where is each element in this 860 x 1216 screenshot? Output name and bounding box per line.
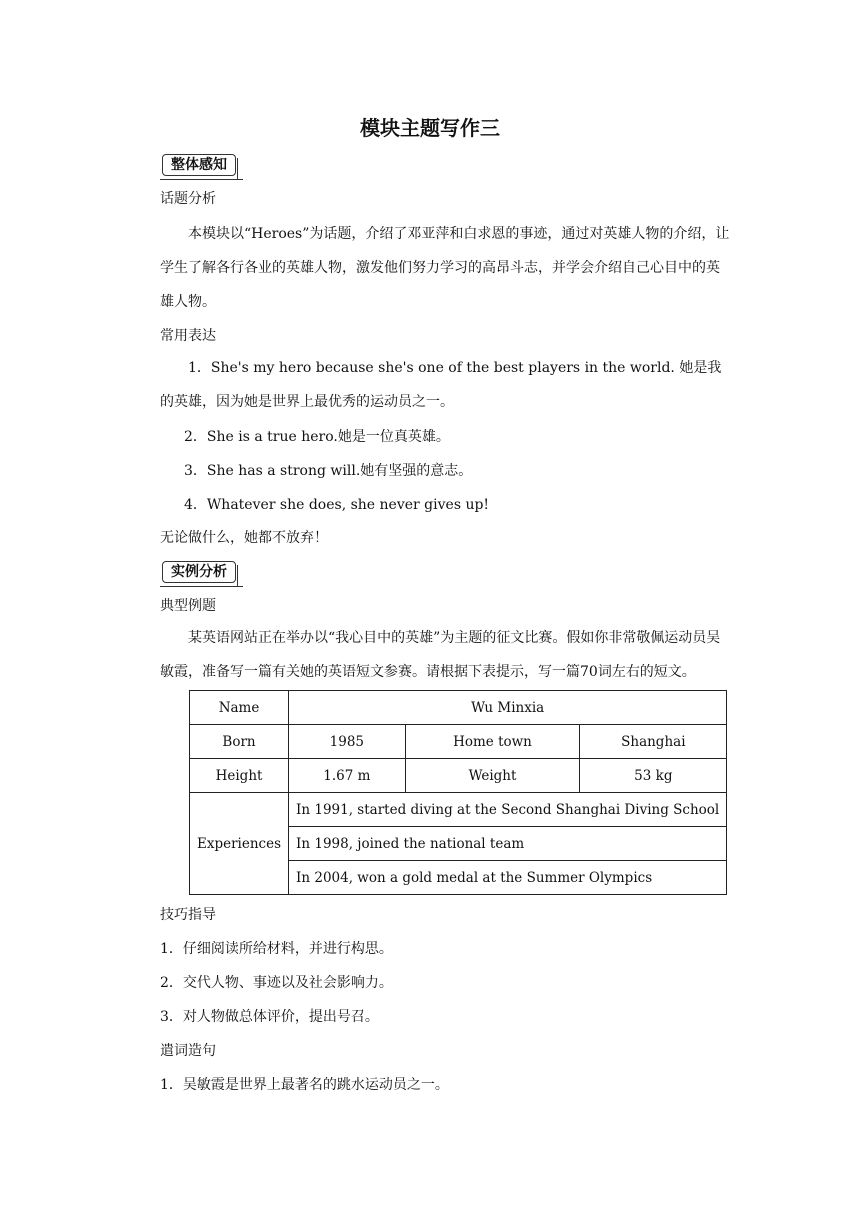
expression-item-4-translation: 无论做什么，她都不放弃！ — [160, 530, 328, 546]
page-title: 模块主题写作三 — [360, 116, 500, 140]
name-value: Wu Minxia — [289, 691, 727, 725]
hometown-label: Home town — [405, 725, 580, 759]
height-value: 1.67 m — [289, 759, 406, 793]
expression-item-1: 1．She's my hero because she's one of the best players in the world. 她是我的英雄，因为她是世界上最优秀的运动员之一。 — [160, 360, 722, 410]
section-badge-example: 实例分析 — [162, 561, 236, 583]
topic-paragraph: 本模块以“Heroes”为话题，介绍了邓亚萍和白求恩的事迹，通过对英雄人物的介绍，让学生了解各行各业的英雄人物，激发他们努力学习的高昂斗志，并学会介绍自己心目中的英雄人物。 — [160, 226, 730, 310]
expression-item-2: 2．She is a true hero.她是一位真英雄。 — [184, 429, 450, 445]
info-table — [189, 690, 727, 895]
table-row — [190, 793, 727, 827]
weight-value: 53 kg — [580, 759, 727, 793]
weight-label: Weight — [405, 759, 580, 793]
skill-item-3: 3．对人物做总体评价，提出号召。 — [160, 1009, 379, 1025]
section-badge-overview: 整体感知 — [162, 154, 236, 176]
skill-heading: 技巧指导 — [160, 907, 216, 923]
born-value: 1985 — [289, 725, 406, 759]
experience-item: In 2004, won a gold medal at the Summer Olympics — [289, 861, 727, 895]
example-heading: 典型例题 — [160, 598, 216, 614]
experience-item: In 1998, joined the national team — [289, 827, 727, 861]
table-row — [190, 725, 727, 759]
expression-item-3: 3．She has a strong will.她有坚强的意志。 — [184, 463, 473, 479]
topic-heading: 话题分析 — [160, 191, 216, 207]
born-label: Born — [190, 725, 289, 759]
words-item-1: 1．吴敏霞是世界上最著名的跳水运动员之一。 — [160, 1077, 449, 1093]
expression-heading: 常用表达 — [160, 328, 216, 344]
example-paragraph: 某英语网站正在举办以“我心目中的英雄”为主题的征文比赛。假如你非常敬佩运动员吴敏霞，准备写一篇有关她的英语短文参赛。请根据下表提示，写一篇70词左右的短文。 — [160, 630, 721, 680]
expression-item-4: 4．Whatever she does, she never gives up! — [184, 497, 490, 513]
height-label: Height — [190, 759, 289, 793]
experience-item: In 1991, started diving at the Second Shanghai Diving School — [289, 793, 727, 827]
words-heading: 遣词造句 — [160, 1043, 216, 1059]
hometown-value: Shanghai — [580, 725, 727, 759]
name-label: Name — [190, 691, 289, 725]
skill-item-2: 2．交代人物、事迹以及社会影响力。 — [160, 975, 393, 991]
skill-item-1: 1．仔细阅读所给材料，并进行构思。 — [160, 941, 393, 957]
table-row — [190, 759, 727, 793]
table-row — [190, 691, 727, 725]
experiences-label: Experiences — [190, 793, 289, 895]
